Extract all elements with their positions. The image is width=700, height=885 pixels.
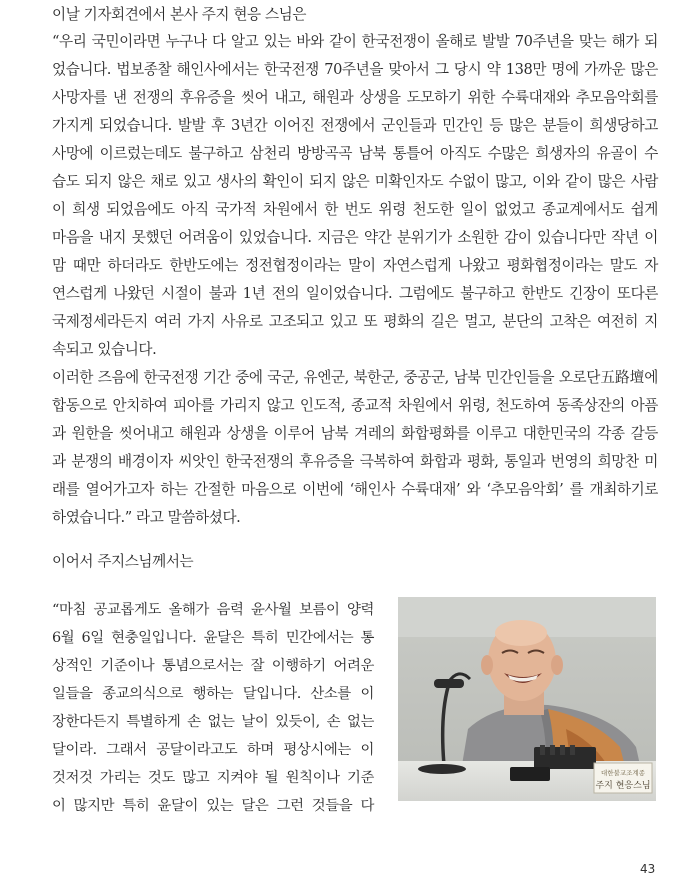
text-line: 과 분쟁의 배경이자 씨앗인 한국전쟁의 후유증을 극복하여 화합과 평화, 통일과 번영의 희망찬 미 [52, 453, 658, 470]
text-line: “우리 국민이라면 누구나 다 알고 있는 바와 같이 한국전쟁이 올해로 발발 70주년을 맞는 해가 되 [52, 33, 658, 50]
text-line: 었습니다. 법보종찰 해인사에서는 한국전쟁 70주년을 맞아서 그 당시 약 138만 명에 가까운 많은 [52, 61, 658, 78]
text-line: 상적인 기준이나 통념으로서는 잘 이행하기 어려운 [52, 658, 374, 674]
photo-illustration [398, 597, 656, 801]
subheading: 이어서 주지스님께서는 [52, 553, 194, 570]
text-line: 가지게 되었습니다. 발발 후 3년간 이어진 전쟁에서 군인들과 민간인 등 많은 분들이 희생당하고 [52, 117, 658, 134]
text-line: 맘 때만 하더라도 한반도에는 정전협정이라는 말이 자연스럽게 나왔고 평화협정이라는 말도 자 [52, 257, 658, 274]
text-line: 연스럽게 나왔던 시절이 불과 1년 전의 일이었습니다. 그럼에도 불구하고 한반도 긴장이 또다른 [52, 285, 658, 302]
text-line: 사망자를 낸 전쟁의 후유증을 씻어 내고, 해원과 상생을 도모하기 위한 수륙대재와 추모음악회를 [52, 89, 658, 106]
text-line: 이 희생 되었음에도 아직 국가적 차원에서 한 번도 위령 천도한 일이 없었고 종교계에서도 쉽게 [52, 201, 658, 218]
text-line: 이 많지만 특히 윤달이 있는 달은 그런 것들을 다 [52, 798, 374, 814]
page-number: 43 [640, 862, 656, 876]
text-line: 습도 되지 않은 채로 있고 생사의 확인이 되지 않은 미확인자도 수없이 많고, 이와 같이 많은 사람 [52, 173, 658, 190]
text-line: 일들을 종교의식으로 행하는 달입니다. 산소를 이 [52, 686, 374, 702]
text-line: 사망에 이르렀는데도 불구하고 삼천리 방방곡곡 남북 통틀어 아직도 수많은 희생자의 유골이 수 [52, 145, 658, 162]
nameplate-line-2: 주지 현응스님 [595, 781, 651, 791]
text-line: 이러한 즈음에 한국전쟁 기간 중에 국군, 유엔군, 북한군, 중공군, 남북 민간인들을 오로단五路壇에 [52, 369, 658, 386]
text-line: “마침 공교롭게도 올해가 음력 윤사월 보름이 양력 [52, 602, 374, 618]
nameplate-line-1: 대한불교조계종 [601, 769, 645, 777]
text-line: 과 원한을 씻어내고 해원과 상생을 이루어 남북 겨레의 화합평화를 이루고 대한민국의 각종 갈등 [52, 425, 658, 442]
text-line: 하였습니다.” 라고 말씀하셨다. [52, 509, 241, 526]
text-line: 6월 6일 현충일입니다. 윤달은 특히 민간에서는 통 [52, 630, 374, 646]
text-line: 합동으로 안치하여 피아를 가리지 않고 인도적, 종교적 차원에서 위령, 천도하여 동족상잔의 아픔 [52, 397, 658, 414]
text-line: 것저것 가리는 것도 많고 지켜야 될 원칙이나 기준 [52, 770, 374, 786]
text-line: 속되고 있습니다. [52, 341, 157, 358]
text-line: 국제정세라든지 여러 가지 사유로 고조되고 있고 또 평화의 길은 멀고, 분단의 고착은 여전히 지 [52, 313, 658, 330]
monk-press-photo [398, 597, 656, 801]
text-line: 래를 열어가고자 하는 간절한 마음으로 이번에 ‘해인사 수륙대재’ 와 ‘추모음악회’ 를 개최하기로 [52, 481, 658, 498]
text-line: 장한다든지 특별하게 손 없는 날이 있듯이, 손 없는 [52, 714, 374, 730]
intro-line: 이날 기자회견에서 본사 주지 현응 스님은 [52, 6, 307, 23]
text-line: 달이라. 그래서 공달이라고도 하며 평상시에는 이 [52, 742, 374, 758]
text-line: 마음을 내지 못했던 어려움이 있었습니다. 지금은 약간 분위기가 소원한 감이 있습니다만 작년 이 [52, 229, 658, 246]
